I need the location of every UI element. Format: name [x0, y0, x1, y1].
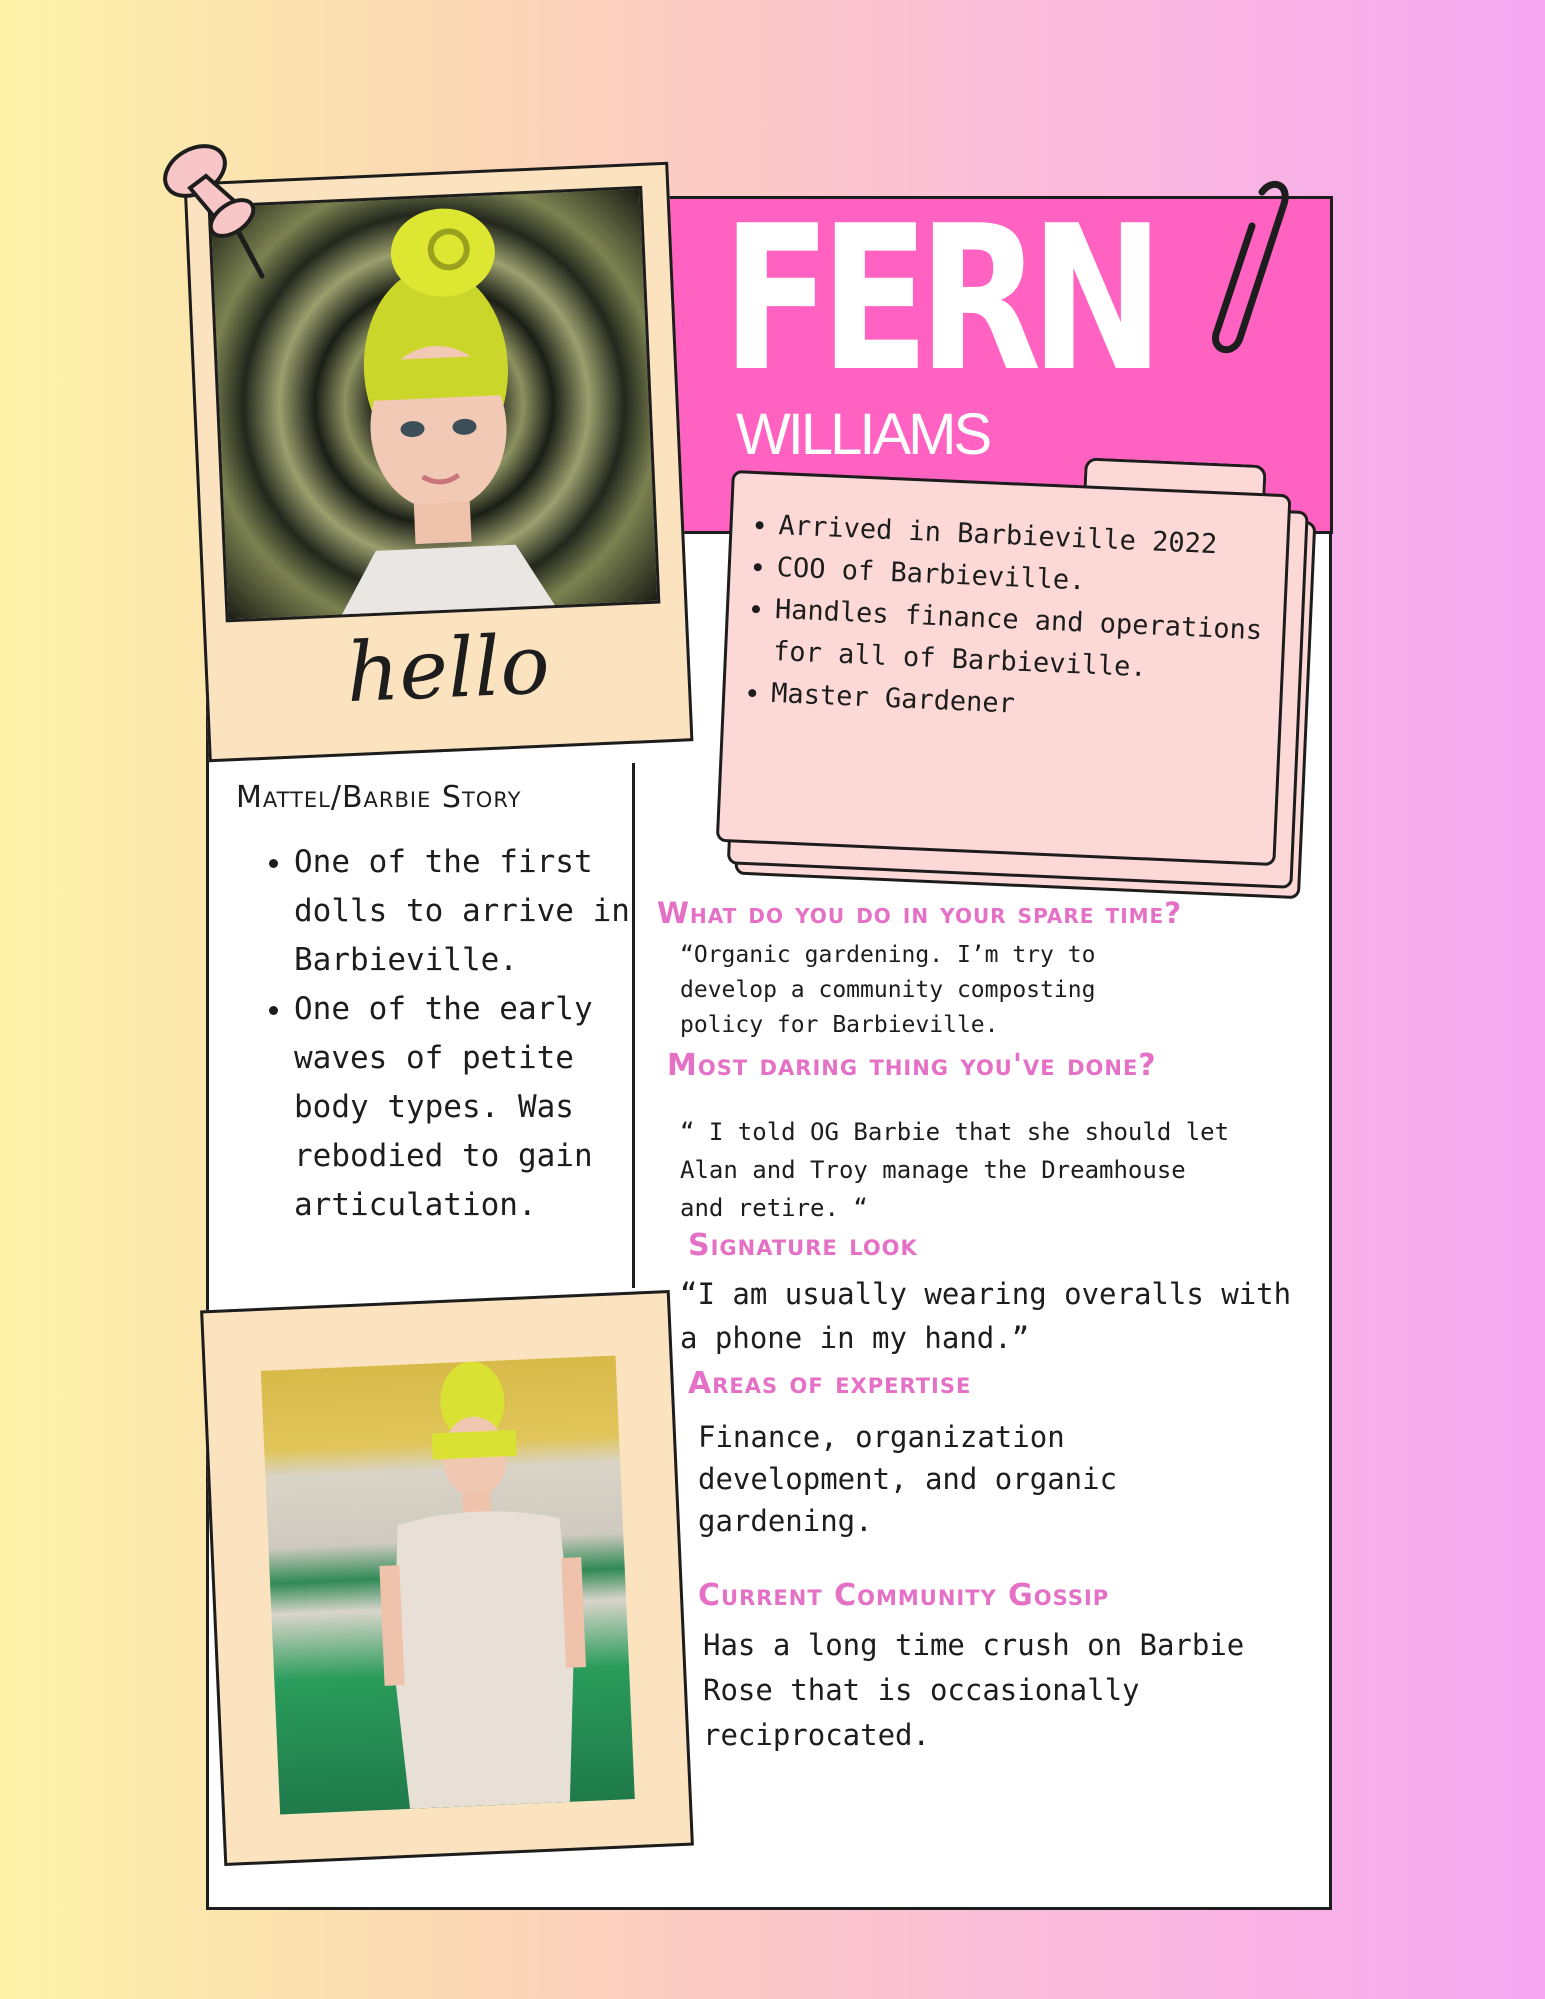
- list-item: • One of the early waves of petite body types. Was rebodied to gain articulation.: [294, 985, 664, 1230]
- daring-heading: Most daring thing you've done?: [667, 1048, 1157, 1083]
- first-name: FERN: [722, 183, 1153, 416]
- folder-card: [714, 470, 1317, 905]
- folder-list: [744, 504, 1267, 736]
- folder-front: [716, 470, 1292, 866]
- gossip-answer: Has a long time crush on Barbie Rose that is occasionally reciprocated.: [703, 1628, 1245, 1752]
- list-item: • COO of Barbieville.: [776, 547, 1265, 610]
- last-name: WILLIAMS: [736, 402, 990, 467]
- push-pin-icon: [150, 136, 280, 286]
- story-title: Mattel/Barbie Story: [236, 780, 522, 815]
- polaroid-caption: hello: [344, 617, 552, 722]
- story-list: [250, 838, 664, 1230]
- bottom-polaroid: [200, 1290, 694, 1866]
- daring-answer: “ I told OG Barbie that she should let Alan and Troy manage the Dreamhouse and retire. “: [680, 1118, 1230, 1222]
- doll-full-body: [261, 1355, 635, 1814]
- expertise-answer: Finance, organization development, and organic gardening.: [698, 1420, 1118, 1538]
- spare-time-heading: What do you do in your spare time?: [657, 896, 1183, 930]
- signature-answer: “I am usually wearing overalls with a phone in my hand.”: [680, 1277, 1292, 1355]
- signature-heading: Signature look: [688, 1228, 918, 1263]
- list-item: • Arrived in Barbieville 2022: [778, 505, 1267, 568]
- list-item: • One of the first dolls to arrive in Barbieville.: [294, 838, 664, 985]
- full-body-photo: [261, 1355, 635, 1814]
- gossip-heading: Current Community Gossip: [698, 1578, 1110, 1613]
- spare-time-answer: “Organic gardening. I’m try to develop a community composting policy for Barbieville.: [680, 942, 1096, 1038]
- list-item: • Handles finance and operations for all of Barbieville.: [772, 589, 1263, 694]
- expertise-heading: Areas of expertise: [688, 1366, 972, 1401]
- paper-clip-icon: [1200, 170, 1290, 370]
- list-item: • Master Gardener: [770, 673, 1259, 736]
